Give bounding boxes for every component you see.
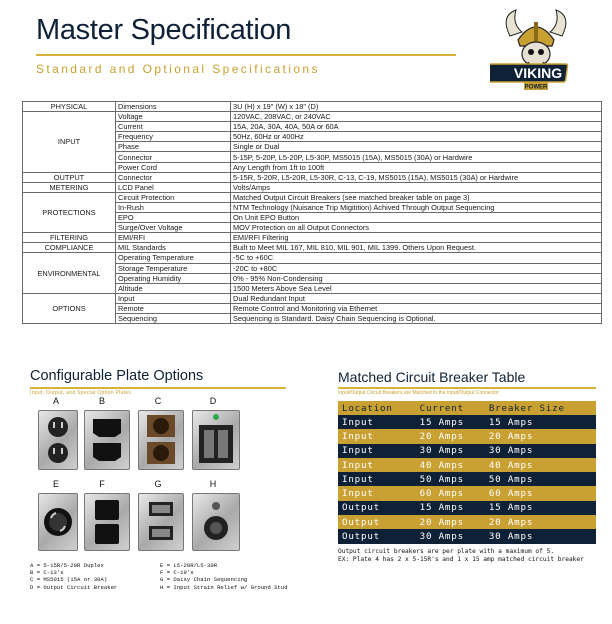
- c13-connector-icon: [85, 411, 129, 469]
- spec-category: OPTIONS: [23, 293, 116, 323]
- breaker-size: 20 Amps: [485, 429, 596, 443]
- breaker-size: 50 Amps: [485, 472, 596, 486]
- spec-category: ENVIRONMENTAL: [23, 253, 116, 293]
- twistlock-outlet-icon: [39, 494, 77, 550]
- spec-item: Frequency: [116, 132, 231, 142]
- breaker-location: Output: [338, 515, 416, 529]
- breaker-current: 60 Amps: [416, 486, 485, 500]
- spec-value: -5C to +60C: [231, 253, 602, 263]
- spec-item: Surge/Over Voltage: [116, 223, 231, 233]
- legend-item: G = Daisy Chain Sequencing: [160, 576, 248, 584]
- header-location: Location: [338, 401, 416, 415]
- breaker-size: 20 Amps: [485, 515, 596, 529]
- spec-item: In-Rush: [116, 202, 231, 212]
- breaker-size: 15 Amps: [485, 415, 596, 429]
- spec-row: [23, 293, 602, 303]
- plate-legend-left: [30, 562, 117, 591]
- logo-subtext: POWER: [524, 84, 548, 91]
- legend-item: F = C-19's: [160, 569, 194, 577]
- breaker-size: 30 Amps: [485, 529, 596, 543]
- plate-legend-right: [160, 562, 288, 591]
- plate-letter-e: E: [52, 479, 59, 489]
- breaker-row: [338, 529, 596, 543]
- spec-item: Current: [116, 122, 231, 132]
- spec-value: Volts/Amps: [231, 182, 602, 192]
- spec-value: 5-15P, 5-20P, L5-20P, L5-30P, MS5015 (15A), MS5015 (30A) or Hardwire: [231, 152, 602, 162]
- specification-table: [22, 101, 602, 324]
- plate-h-strain-relief: [192, 493, 240, 551]
- spec-category: INPUT: [23, 112, 116, 173]
- spec-row: [23, 172, 602, 182]
- spec-row: [23, 192, 602, 202]
- breaker-current: 15 Amps: [416, 415, 485, 429]
- spec-item: Altitude: [116, 283, 231, 293]
- spec-item: Connector: [116, 152, 231, 162]
- spec-item: Power Cord: [116, 162, 231, 172]
- spec-item: Voltage: [116, 112, 231, 122]
- spec-value: 3U (H) x 19" (W) x 18" (D): [231, 102, 602, 112]
- breaker-row: [338, 444, 596, 458]
- breaker-row: [338, 472, 596, 486]
- breaker-location: Input: [338, 415, 416, 429]
- spec-item: Connector: [116, 172, 231, 182]
- spec-category: COMPLIANCE: [23, 243, 116, 253]
- breaker-current: 15 Amps: [416, 501, 485, 515]
- page-subtitle: Standard and Optional Specifications: [36, 62, 320, 76]
- title-rule: [36, 54, 456, 56]
- breaker-current: 30 Amps: [416, 529, 485, 543]
- plate-options-subtitle: Input, Output, and Special Option Plates: [30, 390, 132, 396]
- breaker-table-subtitle: Input/Output Circuit Breakers are Matched to the Input/Output Connector: [338, 390, 499, 396]
- spec-row: [23, 182, 602, 192]
- spec-item: Sequencing: [116, 313, 231, 323]
- spec-row: [23, 253, 602, 263]
- spec-value: Built to Meet MIL 167, MIL 810, MIL 901, MIL 1399. Others Upon Request.: [231, 243, 602, 253]
- legend-item: C = MS5015 (15A or 30A): [30, 576, 108, 584]
- spec-item: MIL Standards: [116, 243, 231, 253]
- breaker-row: [338, 486, 596, 500]
- breaker-size: 40 Amps: [485, 458, 596, 472]
- spec-value: Sequencing is Standard. Daisy Chain Sequencing is Optional.: [231, 313, 602, 323]
- spec-item: Operating Temperature: [116, 253, 231, 263]
- spec-item: Phase: [116, 142, 231, 152]
- breaker-note-line-2: EX: Plate 4 has 2 x 5-15R's and 1 x 15 amp matched circuit breaker: [338, 556, 584, 563]
- page-title: Master Specification: [36, 14, 292, 46]
- breaker-size: 60 Amps: [485, 486, 596, 500]
- spec-category: METERING: [23, 182, 116, 192]
- breaker-location: Output: [338, 501, 416, 515]
- plate-letter-f: F: [99, 479, 105, 489]
- breaker-row: [338, 429, 596, 443]
- spec-item: Storage Temperature: [116, 263, 231, 273]
- circuit-breaker-icon: [193, 411, 239, 469]
- plate-g-daisy-chain: [138, 493, 184, 551]
- breaker-size: 15 Amps: [485, 501, 596, 515]
- spec-value: Dual Redundant Input: [231, 293, 602, 303]
- spec-item: Dimensions: [116, 102, 231, 112]
- duplex-outlet-icon: [39, 411, 77, 469]
- plate-letter-b: B: [98, 396, 105, 406]
- breaker-note-line-1: Output circuit breakers are per plate with a maximum of 5.: [338, 548, 555, 555]
- spec-value: MOV Protection on all Output Connectors: [231, 223, 602, 233]
- breaker-location: Input: [338, 458, 416, 472]
- breaker-table-header: [338, 401, 596, 415]
- c19-connector-icon: [85, 494, 129, 550]
- breaker-table: [338, 401, 596, 544]
- breaker-location: Input: [338, 486, 416, 500]
- breaker-location: Input: [338, 429, 416, 443]
- breaker-note: [338, 548, 584, 564]
- spec-row: [23, 243, 602, 253]
- plate-options-title: Configurable Plate Options: [30, 368, 204, 384]
- spec-row: [23, 233, 602, 243]
- spec-value: 120VAC, 208VAC, or 240VAC: [231, 112, 602, 122]
- breaker-row: [338, 415, 596, 429]
- breaker-size: 30 Amps: [485, 444, 596, 458]
- spec-value: Any Length from 1ft to 100ft: [231, 162, 602, 172]
- logo-wordmark: VIKING: [513, 65, 563, 81]
- plate-e-twistlock: [38, 493, 78, 551]
- breaker-current: 30 Amps: [416, 444, 485, 458]
- legend-item: A = 5-15R/5-20R Duplex: [30, 562, 104, 569]
- breaker-row: [338, 501, 596, 515]
- plate-options-rule: [30, 387, 286, 389]
- spec-item: LCD Panel: [116, 182, 231, 192]
- spec-value: -20C to +80C: [231, 263, 602, 273]
- spec-category: OUTPUT: [23, 172, 116, 182]
- spec-category: FILTERING: [23, 233, 116, 243]
- spec-item: EPO: [116, 213, 231, 223]
- breaker-current: 20 Amps: [416, 515, 485, 529]
- header-breaker-size: Breaker Size: [485, 401, 596, 415]
- spec-value: Remote Control and Monitoring via Ethernet: [231, 303, 602, 313]
- breaker-table-rule: [338, 387, 596, 389]
- plate-c-ms5015: [138, 410, 184, 470]
- spec-item: Circuit Protection: [116, 192, 231, 202]
- spec-item: Remote: [116, 303, 231, 313]
- ms5015-connector-icon: [139, 411, 183, 469]
- spec-item: Operating Humidity: [116, 273, 231, 283]
- spec-value: 5-15R, 5-20R, L5-20R, L5-30R, C-13, C-19, MS5015 (15A), MS5015 (30A) or Hardwire: [231, 172, 602, 182]
- daisy-chain-connector-icon: [139, 494, 183, 550]
- strain-relief-icon: [193, 494, 239, 550]
- spec-row: [23, 112, 602, 122]
- spec-value: Single or Dual: [231, 142, 602, 152]
- plate-letter-c: C: [154, 396, 162, 406]
- viking-logo-icon: [490, 6, 582, 98]
- spec-value: On Unit EPO Button: [231, 213, 602, 223]
- spec-value: 1500 Meters Above Sea Level: [231, 283, 602, 293]
- plate-b-c13: [84, 410, 130, 470]
- breaker-row: [338, 458, 596, 472]
- header-current: Current: [416, 401, 485, 415]
- spec-category: PHYSICAL: [23, 102, 116, 112]
- spec-value: EMI/RFI Filtering: [231, 233, 602, 243]
- spec-item: Input: [116, 293, 231, 303]
- breaker-current: 20 Amps: [416, 429, 485, 443]
- plate-letter-h: H: [209, 479, 217, 489]
- spec-value: 0% - 95% Non-Condensing: [231, 273, 602, 283]
- breaker-location: Input: [338, 444, 416, 458]
- plate-f-c19: [84, 493, 130, 551]
- breaker-location: Input: [338, 472, 416, 486]
- breaker-current: 40 Amps: [416, 458, 485, 472]
- breaker-current: 50 Amps: [416, 472, 485, 486]
- legend-item: H = Input Strain Relief w/ Ground Stud: [160, 583, 288, 591]
- plate-letter-g: G: [154, 479, 162, 489]
- plate-letter-d: D: [209, 396, 217, 406]
- spec-category: PROTECTIONS: [23, 192, 116, 232]
- plate-a-duplex-outlet: [38, 410, 78, 470]
- breaker-table-title: Matched Circuit Breaker Table: [338, 369, 526, 385]
- spec-value: 50Hz, 60Hz or 400Hz: [231, 132, 602, 142]
- breaker-row: [338, 515, 596, 529]
- plate-d-circuit-breaker: [192, 410, 240, 470]
- legend-item: B = C-13's: [30, 569, 64, 577]
- spec-value: 15A, 20A, 30A, 40A, 50A or 60A: [231, 122, 602, 132]
- spec-row: [23, 102, 602, 112]
- plate-letter-a: A: [52, 396, 59, 406]
- legend-item: E = L5-20R/L5-30R: [160, 562, 218, 569]
- spec-value: Matched Output Circuit Breakers (see matched breaker table on page 3): [231, 192, 602, 202]
- legend-item: D = Output Circuit Breaker: [30, 583, 118, 591]
- spec-item: EMI/RFI: [116, 233, 231, 243]
- breaker-location: Output: [338, 529, 416, 543]
- spec-value: NTM Technology (Nuisance Trip Migitition) Achived Through Output Sequencing: [231, 202, 602, 212]
